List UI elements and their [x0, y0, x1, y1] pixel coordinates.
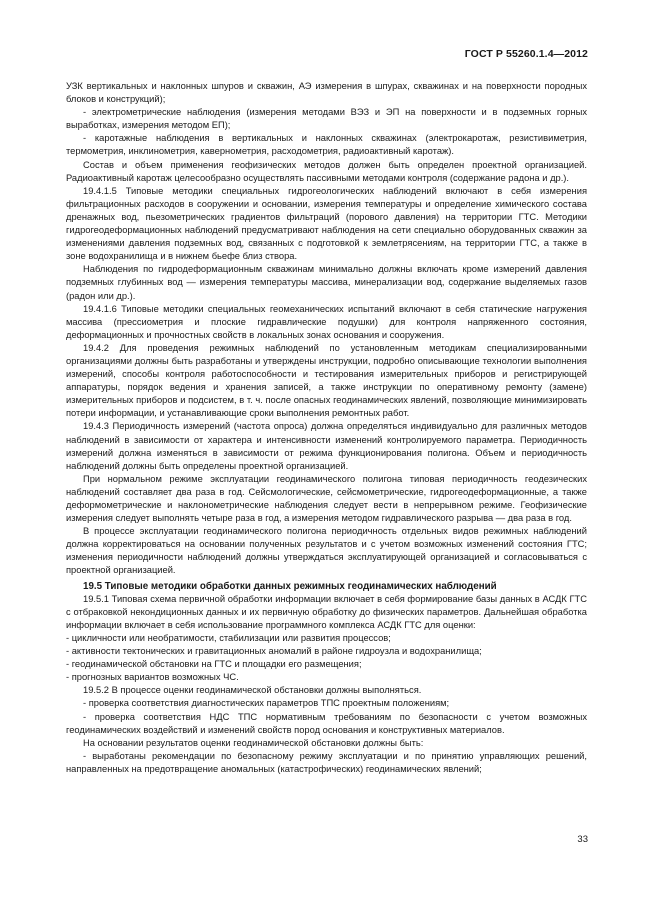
paragraph: - электрометрические наблюдения (измерения методами ВЭЗ и ЭП на поверхности и в подземных горных выработках, измерения методом ЕП);: [66, 107, 587, 131]
list-item: - геодинамической обстановки на ГТС и площадки его размещения;: [66, 659, 362, 670]
page-body: [66, 80, 587, 776]
paragraph: 19.5.1 Типовая схема первичной обработки информации включает в себя формирование базы данных в АСДК ГТС с отбраковкой некондиционных данных и их первичную обработку до физических параметров. Дальнейшая обработка информации включает в себя использование программного комплекса АСДК ГТС для оценки:: [66, 593, 587, 630]
paragraph: - каротажные наблюдения в вертикальных и наклонных скважинах (электрокаротаж, резистивиметрия, термометрия, инклинометрия, кавернометрия, расходометрия, радиоактивный каротаж).: [66, 133, 587, 157]
paragraph: 19.4.1.5 Типовые методики специальных гидрогеологических наблюдений включают в себя измерения фильтрационных расходов в сооружении и основании, измерения температуры и определение химического состава дренажных вод, пьезометрических градиентов фильтраций (порового давления) на территории ГТС. Методики гидрогеодеформационных наблюдений предусматривают наблюдения на сети специально оборудованных скважин за изменениями давления подземных вод, связанных с подготовкой к землетрясениям, на территории ГТС, а также в зоне водохранилища и в нижнем бьефе близ створа.: [66, 185, 587, 262]
standard-header: ГОСТ Р 55260.1.4—2012: [464, 48, 588, 60]
list-item: - цикличности или необратимости, стабилизации или развития процессов;: [66, 632, 391, 643]
paragraph: 19.4.3 Периодичность измерений (частота опроса) должна определяться индивидуально для различных методов наблюдений в зависимости от характера и интенсивности изменений контролируемого параметра. Периодичность измерений должна изменяться в зависимости от режима функционирования полигона. Объем и периодичность наблюдений должны быть определены проектной организацией.: [66, 421, 587, 471]
paragraph: 19.4.2 Для проведения режимных наблюдений по установленным методикам специализированными организациями должны быть разработаны и утверждены инструкции, подробно описывающие технологии выполнения измерений, способы контроля работоспособности и тестирования измерительных приборов и регистрирующей аппаратуры, порядок ведения и хранения записей, а также инструкции по оперативному ремонту (замене) измерительных приборов и подсистем, в т. ч. после опасных геодинамических явлений, позволяющие минимизировать потери информации, и устанавливающие сроки выполнения ремонтных работ.: [66, 342, 587, 419]
paragraph: При нормальном режиме эксплуатации геодинамического полигона типовая периодичность геодезических наблюдений составляет два раза в год. Сейсмологические, сейсмометрические, гидрогеодеформационные, а также деформометрические и наклонометрические наблюдения следует вести в непрерывном режиме. Геофизические измерения следует выполнять четыре раза в год, а измерения методом гидравлического разрыва — два раза в год.: [66, 473, 587, 524]
list-item: - выработаны рекомендации по безопасному режиму эксплуатации и по принятию управляющих решений, направленных на предотвращение аномальных (катастрофических) геодинамических явлений;: [66, 750, 587, 774]
paragraph: В процессе эксплуатации геодинамического полигона периодичность отдельных видов режимных наблюдений должна корректироваться на основании полученных результатов и с учетом возможных изменений состояния ГТС; изменения периодичности наблюдений должны утверждаться эксплуатирующей организацией и согласовываться с проектной организацией.: [66, 526, 587, 576]
list-item: - проверка соответствия диагностических параметров ТПС проектным положениям;: [83, 698, 450, 709]
paragraph: 19.5.2 В процессе оценки геодинамической обстановки должны выполняться.: [83, 685, 422, 696]
paragraph: Состав и объем применения геофизических методов должен быть определен проектной организацией. Радиоактивный каротаж целесообразно осуществлять пассивными методами контроля (содержание радона и др.).: [66, 159, 587, 183]
page-number: 33: [577, 834, 588, 845]
paragraph: УЗК вертикальных и наклонных шпуров и скважин, АЭ измерения в шпурах, скважинах и на поверхности породных блоков и конструкций);: [66, 81, 587, 105]
list-item: - прогнозных вариантов возможных ЧС.: [66, 672, 239, 683]
paragraph: На основании результатов оценки геодинамической обстановки должны быть:: [83, 737, 424, 748]
paragraph: Наблюдения по гидродеформационным скважинам минимально должны включать кроме измерений давления подземных глубинных вод — измерения температуры массива, минерализации вод, содержание выделяемых газов (радон или др.).: [66, 264, 587, 301]
section-heading: 19.5 Типовые методики обработки данных режимных геодинамических наблюдений: [83, 580, 497, 592]
list-item: - проверка соответствия НДС ТПС нормативным требованиям по безопасности с учетом возможных геодинамических воздействий и изменений свойств пород основания и конструктивных материалов.: [66, 711, 587, 735]
list-item: - активности тектонических и гравитационных аномалий в районе гидроузла и водохранилища;: [66, 646, 482, 657]
paragraph: 19.4.1.6 Типовые методики специальных геомеханических испытаний включают в себя статические нагружения массива (прессиометрия и плоские гидравлические подушки) для контроля напряженного состояния, деформационных и прочностных свойств в локальных зонах основания и сооружения.: [66, 303, 587, 340]
